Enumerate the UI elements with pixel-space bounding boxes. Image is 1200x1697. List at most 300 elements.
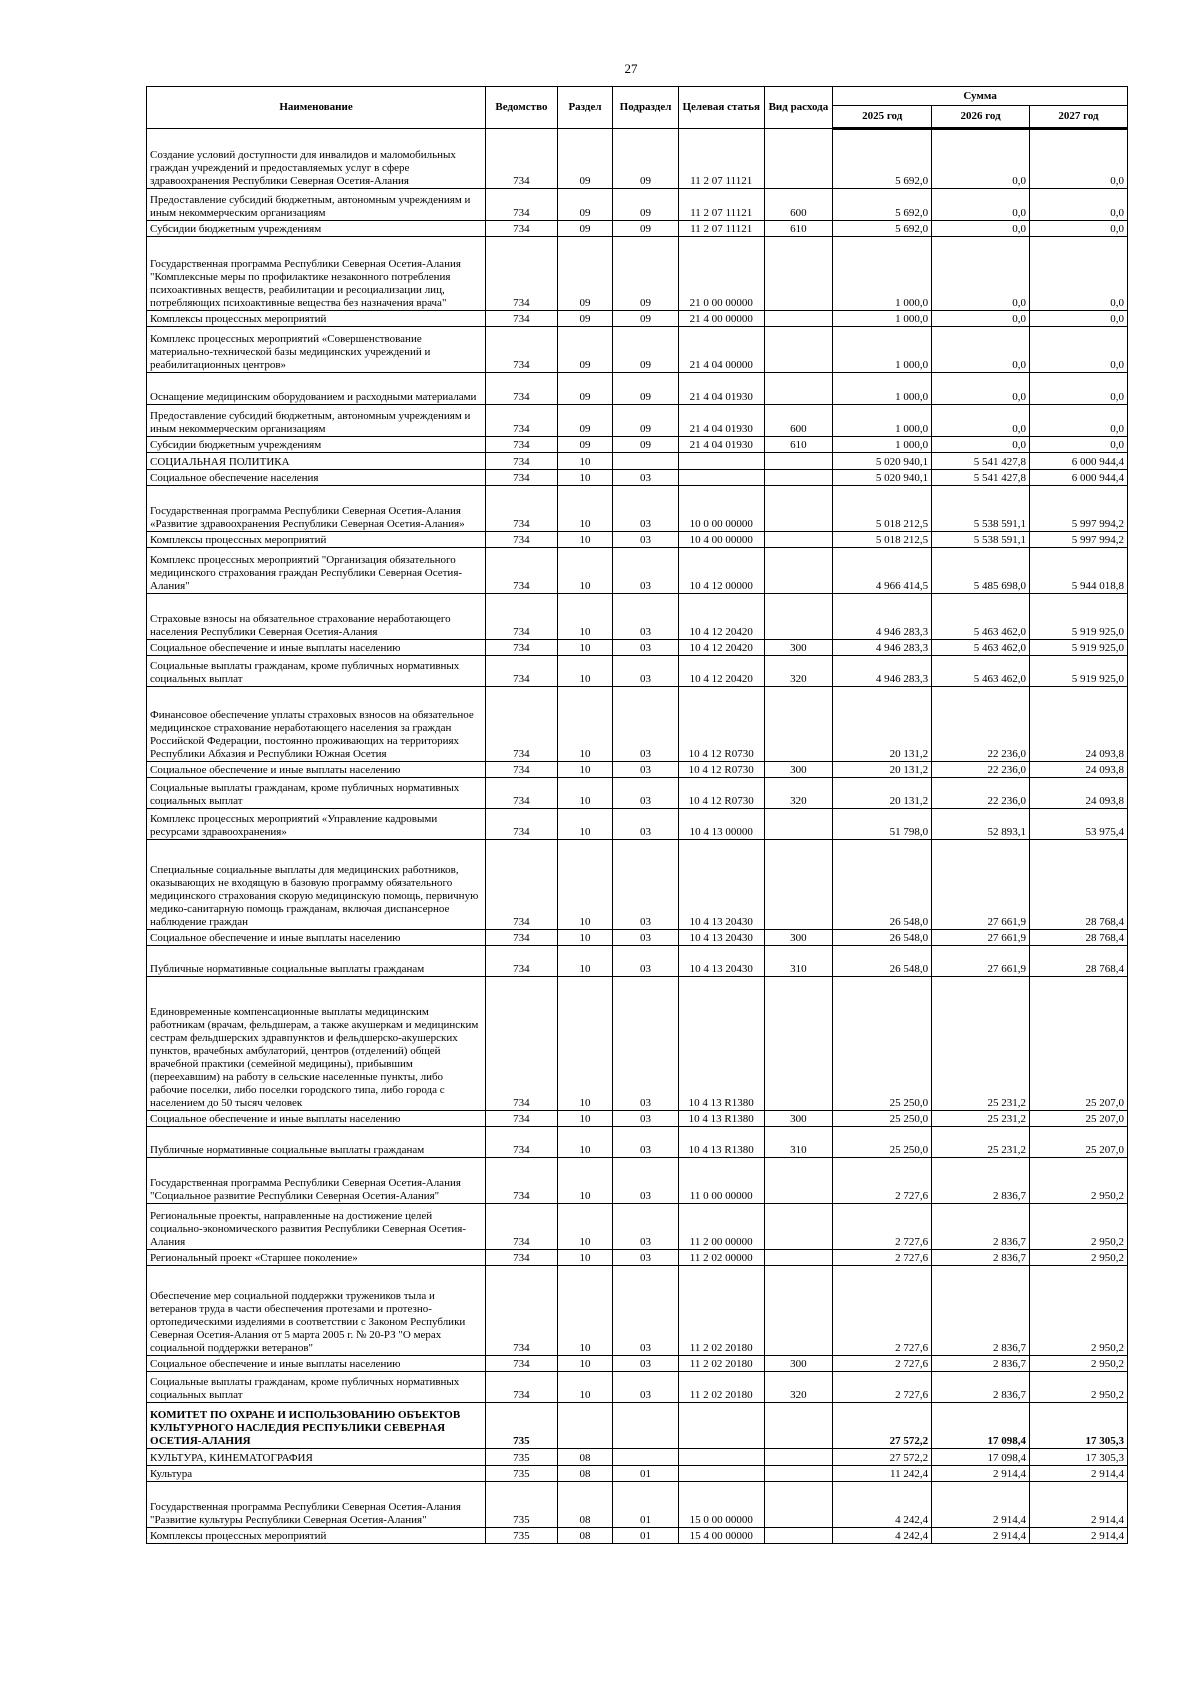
- cell-subsection: 03: [613, 809, 679, 840]
- cell-target: 11 2 07 11121: [678, 189, 764, 221]
- cell-dept: 734: [486, 778, 558, 809]
- cell-name: Предоставление субсидий бюджетным, автономным учреждениям и иным некоммерческим организациям: [147, 189, 486, 221]
- cell-section: 09: [557, 311, 613, 327]
- cell-2026: 5 463 462,0: [932, 640, 1030, 656]
- cell-2025: 2 727,6: [833, 1250, 932, 1266]
- cell-2025: 25 250,0: [833, 1111, 932, 1127]
- cell-dept: 734: [486, 1204, 558, 1250]
- cell-dept: 734: [486, 687, 558, 762]
- cell-expense: 300: [764, 1356, 833, 1372]
- cell-2025: 1 000,0: [833, 405, 932, 437]
- cell-subsection: [613, 1403, 679, 1449]
- table-row: [147, 311, 1128, 327]
- header-name: Наименование: [147, 87, 486, 129]
- cell-dept: 734: [486, 486, 558, 532]
- cell-section: 09: [557, 405, 613, 437]
- cell-expense: 310: [764, 946, 833, 977]
- cell-section: 08: [557, 1449, 613, 1466]
- cell-2025: 1 000,0: [833, 311, 932, 327]
- cell-subsection: 03: [613, 594, 679, 640]
- cell-expense: 600: [764, 189, 833, 221]
- table-row: [147, 946, 1128, 977]
- cell-2027: 0,0: [1030, 437, 1128, 453]
- cell-target: 11 2 07 11121: [678, 221, 764, 237]
- cell-2025: 26 548,0: [833, 930, 932, 946]
- cell-dept: 734: [486, 189, 558, 221]
- table-row: [147, 453, 1128, 470]
- header-subsection: Подраздел: [613, 87, 679, 129]
- cell-name: Социальное обеспечение и иные выплаты населению: [147, 930, 486, 946]
- table-header: [147, 87, 1128, 129]
- cell-2026: 2 914,4: [932, 1528, 1030, 1544]
- cell-target: 21 4 04 01930: [678, 437, 764, 453]
- cell-2025: 5 020 940,1: [833, 453, 932, 470]
- cell-section: 10: [557, 486, 613, 532]
- cell-expense: [764, 532, 833, 548]
- table-row: [147, 437, 1128, 453]
- cell-expense: 610: [764, 221, 833, 237]
- cell-name: Социальное обеспечение и иные выплаты населению: [147, 1111, 486, 1127]
- cell-2026: 5 463 462,0: [932, 656, 1030, 687]
- cell-target: 10 4 12 R0730: [678, 762, 764, 778]
- table-row: [147, 1266, 1128, 1356]
- header-2026: 2026 год: [932, 106, 1030, 129]
- cell-expense: [764, 977, 833, 1111]
- cell-dept: 734: [486, 840, 558, 930]
- cell-subsection: 09: [613, 327, 679, 373]
- cell-2025: 20 131,2: [833, 687, 932, 762]
- cell-expense: [764, 327, 833, 373]
- cell-2026: 0,0: [932, 437, 1030, 453]
- cell-name: Государственная программа Республики Северная Осетия-Алания "Комплексные меры по профилактике незаконного потребления психоактивных веществ, реабилитации и ресоциализации лиц, потребляющих психоактивные вещества без назначения врача": [147, 237, 486, 311]
- cell-subsection: 09: [613, 237, 679, 311]
- cell-name: Социальные выплаты гражданам, кроме публичных нормативных социальных выплат: [147, 778, 486, 809]
- cell-subsection: 03: [613, 470, 679, 486]
- cell-2027: 0,0: [1030, 327, 1128, 373]
- cell-section: 10: [557, 1372, 613, 1403]
- cell-2027: 0,0: [1030, 129, 1128, 189]
- cell-dept: 734: [486, 129, 558, 189]
- cell-2027: 28 768,4: [1030, 946, 1128, 977]
- cell-section: 10: [557, 1266, 613, 1356]
- cell-2026: 17 098,4: [932, 1449, 1030, 1466]
- cell-expense: [764, 1449, 833, 1466]
- cell-dept: 734: [486, 373, 558, 405]
- cell-2025: 5 018 212,5: [833, 486, 932, 532]
- cell-subsection: 03: [613, 840, 679, 930]
- cell-2025: 27 572,2: [833, 1449, 932, 1466]
- cell-2026: 2 836,7: [932, 1356, 1030, 1372]
- cell-2027: 6 000 944,4: [1030, 453, 1128, 470]
- cell-2026: 0,0: [932, 129, 1030, 189]
- cell-expense: [764, 470, 833, 486]
- table-row: [147, 840, 1128, 930]
- cell-2025: 4 946 283,3: [833, 640, 932, 656]
- cell-name: Социальное обеспечение и иные выплаты населению: [147, 1356, 486, 1372]
- cell-dept: 734: [486, 237, 558, 311]
- cell-2026: 22 236,0: [932, 762, 1030, 778]
- cell-2027: 2 950,2: [1030, 1372, 1128, 1403]
- cell-name: Комплексы процессных мероприятий: [147, 1528, 486, 1544]
- cell-2025: 4 242,4: [833, 1482, 932, 1528]
- cell-subsection: 03: [613, 762, 679, 778]
- table-row: [147, 486, 1128, 532]
- cell-dept: 734: [486, 548, 558, 594]
- cell-dept: 734: [486, 1158, 558, 1204]
- cell-target: 10 4 12 00000: [678, 548, 764, 594]
- cell-subsection: 09: [613, 311, 679, 327]
- cell-target: 11 2 02 20180: [678, 1372, 764, 1403]
- cell-section: 10: [557, 762, 613, 778]
- cell-name: Субсидии бюджетным учреждениям: [147, 437, 486, 453]
- cell-2026: 5 485 698,0: [932, 548, 1030, 594]
- cell-subsection: 09: [613, 189, 679, 221]
- cell-target: 10 4 13 20430: [678, 840, 764, 930]
- table-row: [147, 1372, 1128, 1403]
- cell-name: Социальные выплаты гражданам, кроме публичных нормативных социальных выплат: [147, 1372, 486, 1403]
- cell-2027: 2 950,2: [1030, 1266, 1128, 1356]
- cell-2026: 0,0: [932, 189, 1030, 221]
- cell-subsection: 03: [613, 1127, 679, 1158]
- cell-2026: 2 836,7: [932, 1158, 1030, 1204]
- cell-2025: 51 798,0: [833, 809, 932, 840]
- cell-target: 10 4 12 20420: [678, 640, 764, 656]
- cell-subsection: [613, 453, 679, 470]
- table-row: [147, 977, 1128, 1111]
- cell-2025: 20 131,2: [833, 778, 932, 809]
- cell-target: 21 4 04 00000: [678, 327, 764, 373]
- header-section: Раздел: [557, 87, 613, 129]
- cell-target: 10 0 00 00000: [678, 486, 764, 532]
- table-row: [147, 373, 1128, 405]
- cell-expense: [764, 1266, 833, 1356]
- cell-2026: 2 836,7: [932, 1204, 1030, 1250]
- cell-2027: 6 000 944,4: [1030, 470, 1128, 486]
- cell-expense: 300: [764, 930, 833, 946]
- cell-target: 11 2 02 20180: [678, 1356, 764, 1372]
- cell-target: 10 4 13 20430: [678, 946, 764, 977]
- cell-target: 10 4 12 20420: [678, 656, 764, 687]
- table-row: [147, 548, 1128, 594]
- cell-2027: 24 093,8: [1030, 778, 1128, 809]
- cell-2025: 5 692,0: [833, 221, 932, 237]
- cell-2026: 52 893,1: [932, 809, 1030, 840]
- cell-name: КОМИТЕТ ПО ОХРАНЕ И ИСПОЛЬЗОВАНИЮ ОБЪЕКТОВ КУЛЬТУРНОГО НАСЛЕДИЯ РЕСПУБЛИКИ СЕВЕРНАЯ ОСЕТИЯ-АЛАНИЯ: [147, 1403, 486, 1449]
- cell-section: 10: [557, 840, 613, 930]
- cell-2025: 27 572,2: [833, 1403, 932, 1449]
- cell-2026: 2 836,7: [932, 1266, 1030, 1356]
- cell-expense: 320: [764, 1372, 833, 1403]
- cell-name: Единовременные компенсационные выплаты медицинским работникам (врачам, фельдшерам, а также акушеркам и медицинским сестрам фельдшерских здравпунктов и фельдшерско-акушерских пунктов, врачебных амбулаторий, центров (отделений) общей врачебной практики (семейной медицины), прибывшим (переехавшим) на работу в сельские населенные пункты, либо рабочие поселки, либо поселки городского типа, либо города с населением до 50 тысяч человек: [147, 977, 486, 1111]
- cell-2027: 5 919 925,0: [1030, 656, 1128, 687]
- cell-dept: 734: [486, 453, 558, 470]
- cell-2025: 2 727,6: [833, 1266, 932, 1356]
- cell-2027: 17 305,3: [1030, 1449, 1128, 1466]
- cell-dept: 734: [486, 532, 558, 548]
- cell-2026: 0,0: [932, 327, 1030, 373]
- cell-section: 10: [557, 594, 613, 640]
- cell-2025: 11 242,4: [833, 1466, 932, 1482]
- cell-name: Создание условий доступности для инвалидов и маломобильных граждан учреждений и предоставляемых услуг в сфере здравоохранения Республики Северная Осетия-Алания: [147, 129, 486, 189]
- cell-2027: 25 207,0: [1030, 1111, 1128, 1127]
- cell-dept: 734: [486, 1266, 558, 1356]
- table-row: [147, 656, 1128, 687]
- table-row: [147, 640, 1128, 656]
- header-sum: Сумма: [833, 87, 1128, 106]
- cell-subsection: 03: [613, 930, 679, 946]
- cell-subsection: 09: [613, 437, 679, 453]
- cell-target: 11 2 02 20180: [678, 1266, 764, 1356]
- cell-expense: 320: [764, 656, 833, 687]
- cell-expense: [764, 1158, 833, 1204]
- cell-expense: [764, 1528, 833, 1544]
- cell-subsection: 09: [613, 373, 679, 405]
- cell-subsection: 01: [613, 1466, 679, 1482]
- header-target: Целевая статья: [678, 87, 764, 129]
- cell-dept: 734: [486, 311, 558, 327]
- cell-2026: 2 914,4: [932, 1482, 1030, 1528]
- cell-subsection: 01: [613, 1482, 679, 1528]
- cell-section: 10: [557, 1250, 613, 1266]
- cell-expense: 320: [764, 778, 833, 809]
- cell-2027: 0,0: [1030, 237, 1128, 311]
- cell-2026: 25 231,2: [932, 1127, 1030, 1158]
- table-row: [147, 930, 1128, 946]
- cell-subsection: 03: [613, 1266, 679, 1356]
- cell-expense: [764, 1403, 833, 1449]
- table-row: [147, 470, 1128, 486]
- cell-2026: 0,0: [932, 221, 1030, 237]
- cell-2027: 0,0: [1030, 221, 1128, 237]
- cell-2026: 2 836,7: [932, 1250, 1030, 1266]
- cell-dept: 734: [486, 437, 558, 453]
- cell-target: [678, 1403, 764, 1449]
- cell-subsection: 03: [613, 532, 679, 548]
- cell-subsection: 01: [613, 1528, 679, 1544]
- cell-name: Социальное обеспечение и иные выплаты населению: [147, 640, 486, 656]
- cell-dept: 734: [486, 640, 558, 656]
- cell-name: Публичные нормативные социальные выплаты гражданам: [147, 946, 486, 977]
- cell-name: Комплексы процессных мероприятий: [147, 311, 486, 327]
- cell-section: 09: [557, 237, 613, 311]
- cell-2027: 2 950,2: [1030, 1356, 1128, 1372]
- cell-expense: [764, 594, 833, 640]
- cell-target: 10 4 13 R1380: [678, 1127, 764, 1158]
- cell-subsection: 03: [613, 1111, 679, 1127]
- cell-2025: 1 000,0: [833, 327, 932, 373]
- cell-subsection: 03: [613, 1204, 679, 1250]
- cell-subsection: [613, 1449, 679, 1466]
- cell-2026: 5 541 427,8: [932, 470, 1030, 486]
- cell-name: СОЦИАЛЬНАЯ ПОЛИТИКА: [147, 453, 486, 470]
- cell-expense: [764, 453, 833, 470]
- cell-section: 09: [557, 373, 613, 405]
- cell-subsection: 09: [613, 405, 679, 437]
- cell-2027: 2 914,4: [1030, 1466, 1128, 1482]
- cell-target: 10 4 13 00000: [678, 809, 764, 840]
- cell-target: 21 4 04 01930: [678, 405, 764, 437]
- cell-expense: [764, 373, 833, 405]
- cell-dept: 734: [486, 946, 558, 977]
- cell-name: Комплексы процессных мероприятий: [147, 532, 486, 548]
- cell-2026: 2 914,4: [932, 1466, 1030, 1482]
- cell-section: 10: [557, 809, 613, 840]
- cell-subsection: 03: [613, 946, 679, 977]
- cell-dept: 735: [486, 1449, 558, 1466]
- cell-2025: 2 727,6: [833, 1372, 932, 1403]
- table-row: [147, 809, 1128, 840]
- cell-target: 21 4 00 00000: [678, 311, 764, 327]
- cell-2026: 25 231,2: [932, 977, 1030, 1111]
- table-row: [147, 1204, 1128, 1250]
- table-row: [147, 762, 1128, 778]
- cell-2025: 20 131,2: [833, 762, 932, 778]
- budget-table: [146, 86, 1128, 1544]
- header-2025: 2025 год: [833, 106, 932, 129]
- cell-section: 10: [557, 930, 613, 946]
- header-dept: Ведомство: [486, 87, 558, 129]
- cell-dept: 735: [486, 1482, 558, 1528]
- cell-name: Специальные социальные выплаты для медицинских работников, оказывающих не входящую в базовую программу обязательного медицинского страхования скорую медицинскую помощь, первичную медико-санитарную помощь гражданам, включая диспансерное наблюдение граждан: [147, 840, 486, 930]
- header-2027: 2027 год: [1030, 106, 1128, 129]
- table-row: [147, 1127, 1128, 1158]
- cell-name: Оснащение медицинским оборудованием и расходными материалами: [147, 373, 486, 405]
- cell-section: 09: [557, 437, 613, 453]
- cell-section: 08: [557, 1482, 613, 1528]
- cell-target: [678, 470, 764, 486]
- cell-2027: 0,0: [1030, 405, 1128, 437]
- cell-name: Культура: [147, 1466, 486, 1482]
- cell-2027: 24 093,8: [1030, 762, 1128, 778]
- cell-subsection: 09: [613, 221, 679, 237]
- cell-section: 10: [557, 640, 613, 656]
- cell-name: Комплекс процессных мероприятий «Совершенствование материально-технической базы медицинских учреждений и реабилитационных центров»: [147, 327, 486, 373]
- cell-2025: 25 250,0: [833, 1127, 932, 1158]
- table-row: [147, 189, 1128, 221]
- cell-dept: 734: [486, 327, 558, 373]
- cell-2026: 5 538 591,1: [932, 486, 1030, 532]
- cell-2026: 22 236,0: [932, 778, 1030, 809]
- table-row: [147, 1449, 1128, 1466]
- cell-expense: 610: [764, 437, 833, 453]
- cell-dept: 734: [486, 1372, 558, 1403]
- table-row: [147, 532, 1128, 548]
- cell-section: 10: [557, 470, 613, 486]
- cell-target: [678, 1449, 764, 1466]
- cell-2026: 2 836,7: [932, 1372, 1030, 1403]
- cell-section: 10: [557, 1204, 613, 1250]
- cell-dept: 735: [486, 1528, 558, 1544]
- cell-dept: 734: [486, 594, 558, 640]
- cell-subsection: 03: [613, 486, 679, 532]
- cell-name: Финансовое обеспечение уплаты страховых взносов на обязательное медицинское страхование неработающего населения за граждан Российской Федерации, постоянно проживающих на территориях Республики Абхазия и Республики Южная Осетия: [147, 687, 486, 762]
- table-row: [147, 778, 1128, 809]
- cell-target: 11 2 02 00000: [678, 1250, 764, 1266]
- cell-subsection: 09: [613, 129, 679, 189]
- cell-subsection: 03: [613, 687, 679, 762]
- cell-name: Социальные выплаты гражданам, кроме публичных нормативных социальных выплат: [147, 656, 486, 687]
- cell-target: [678, 453, 764, 470]
- cell-subsection: 03: [613, 778, 679, 809]
- cell-2027: 2 950,2: [1030, 1204, 1128, 1250]
- table-row: [147, 1403, 1128, 1449]
- cell-2025: 5 020 940,1: [833, 470, 932, 486]
- table-row: [147, 1158, 1128, 1204]
- cell-2027: 2 914,4: [1030, 1482, 1128, 1528]
- cell-dept: 735: [486, 1403, 558, 1449]
- cell-expense: [764, 1482, 833, 1528]
- cell-expense: 600: [764, 405, 833, 437]
- cell-target: 10 4 13 R1380: [678, 1111, 764, 1127]
- cell-section: 10: [557, 687, 613, 762]
- cell-2025: 5 692,0: [833, 189, 932, 221]
- cell-2026: 0,0: [932, 373, 1030, 405]
- cell-dept: 734: [486, 1111, 558, 1127]
- cell-target: 10 4 12 20420: [678, 594, 764, 640]
- cell-2026: 27 661,9: [932, 930, 1030, 946]
- cell-expense: [764, 1204, 833, 1250]
- cell-dept: 734: [486, 405, 558, 437]
- cell-section: 09: [557, 129, 613, 189]
- table-body: [147, 129, 1128, 1544]
- cell-target: 10 4 00 00000: [678, 532, 764, 548]
- cell-expense: 300: [764, 762, 833, 778]
- cell-name: Субсидии бюджетным учреждениям: [147, 221, 486, 237]
- cell-name: Государственная программа Республики Северная Осетия-Алания "Социальное развитие Республики Северная Осетия-Алания": [147, 1158, 486, 1204]
- cell-2026: 5 463 462,0: [932, 594, 1030, 640]
- cell-section: 10: [557, 946, 613, 977]
- table-row: [147, 129, 1128, 189]
- cell-section: 10: [557, 977, 613, 1111]
- cell-name: Государственная программа Республики Северная Осетия-Алания "Развитие культуры Республики Северная Осетия-Алания": [147, 1482, 486, 1528]
- cell-name: Комплекс процессных мероприятий "Организация обязательного медицинского страхования граждан Республики Северная Осетия-Алания": [147, 548, 486, 594]
- cell-expense: [764, 486, 833, 532]
- cell-expense: [764, 237, 833, 311]
- cell-dept: 734: [486, 470, 558, 486]
- page-number: 27: [624, 61, 638, 76]
- cell-2026: 0,0: [932, 311, 1030, 327]
- cell-name: Региональный проект «Старшее поколение»: [147, 1250, 486, 1266]
- cell-section: 09: [557, 189, 613, 221]
- cell-expense: 300: [764, 640, 833, 656]
- cell-2026: 27 661,9: [932, 946, 1030, 977]
- cell-2027: 53 975,4: [1030, 809, 1128, 840]
- table-row: [147, 237, 1128, 311]
- cell-expense: [764, 129, 833, 189]
- cell-2025: 1 000,0: [833, 373, 932, 405]
- cell-section: 09: [557, 221, 613, 237]
- cell-2025: 2 727,6: [833, 1158, 932, 1204]
- cell-expense: 300: [764, 1111, 833, 1127]
- cell-target: 11 2 00 00000: [678, 1204, 764, 1250]
- cell-dept: 734: [486, 809, 558, 840]
- cell-name: Государственная программа Республики Северная Осетия-Алания «Развитие здравоохранения Республики Северная Осетия-Алания»: [147, 486, 486, 532]
- cell-name: Комплекс процессных мероприятий «Управление кадровыми ресурсами здравоохранения»: [147, 809, 486, 840]
- cell-name: Публичные нормативные социальные выплаты гражданам: [147, 1127, 486, 1158]
- table-row: [147, 594, 1128, 640]
- cell-section: 10: [557, 532, 613, 548]
- table-row: [147, 405, 1128, 437]
- cell-target: 10 4 12 R0730: [678, 687, 764, 762]
- cell-dept: 734: [486, 221, 558, 237]
- cell-section: 10: [557, 1127, 613, 1158]
- cell-dept: 734: [486, 1250, 558, 1266]
- cell-subsection: 03: [613, 1372, 679, 1403]
- cell-2027: 28 768,4: [1030, 930, 1128, 946]
- cell-expense: [764, 311, 833, 327]
- cell-subsection: 03: [613, 1158, 679, 1204]
- cell-section: 10: [557, 778, 613, 809]
